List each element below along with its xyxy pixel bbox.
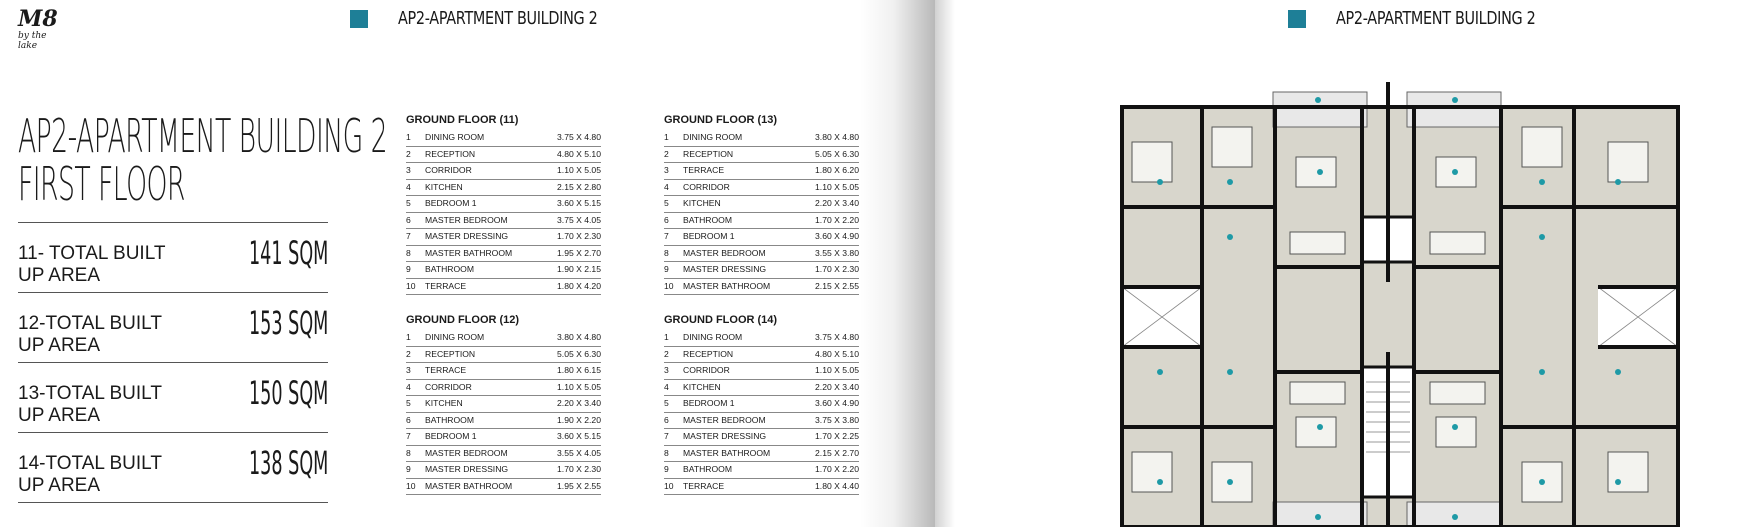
room-row [664,330,859,347]
room-table-title: GROUND FLOOR (13) [664,114,778,126]
room-number: 1 [406,332,411,342]
room-name: KITCHEN [425,181,463,192]
room-name: RECEPTION [683,348,734,359]
room-dimensions: 5.05 X 6.30 [815,148,859,159]
room-row [664,446,859,463]
room-number: 8 [664,447,669,458]
room-table-12 [406,314,601,495]
area-label: 11- TOTAL BUILT UP AREA [18,242,166,286]
room-dimensions: 1.70 X 2.30 [557,231,601,241]
room-dimensions: 3.80 X 4.80 [815,132,859,142]
room-number: 7 [406,231,411,241]
room-name: MASTER BEDROOM [425,214,508,225]
room-name: DINING ROOM [425,132,485,142]
room-name: KITCHEN [683,198,721,208]
room-name: TERRACE [425,365,467,375]
room-number: 6 [406,214,411,225]
room-table-title: GROUND FLOOR (14) [664,314,778,326]
room-row [406,163,601,180]
room-name: CORRIDOR [425,381,472,392]
room-name: MASTER DRESSING [683,431,767,441]
room-row [406,446,601,463]
room-dimensions: 3.75 X 4.80 [557,132,601,142]
room-dimensions: 3.55 X 4.05 [557,447,601,458]
room-name: MASTER BATHROOM [683,280,771,291]
room-name: CORRIDOR [425,165,472,175]
room-row [406,396,601,413]
room-name: MASTER BEDROOM [683,414,766,425]
room-number: 7 [406,431,411,441]
logo-subtext: by the lake [18,31,47,51]
room-dimensions: 2.15 X 2.55 [815,280,859,291]
room-dimensions: 2.20 X 3.40 [815,381,859,392]
room-number: 6 [664,214,669,225]
room-row [664,396,859,413]
room-number: 8 [406,247,411,258]
page-fold-shadow [860,0,935,527]
room-number: 9 [664,464,669,474]
room-dimensions: 3.75 X 3.80 [815,414,859,425]
room-name: RECEPTION [425,348,476,359]
room-name: DINING ROOM [683,332,743,342]
room-number: 2 [406,348,411,359]
room-dimensions: 1.10 X 5.05 [815,365,859,375]
left-section-header [350,8,647,29]
room-number: 6 [664,414,669,425]
room-row [664,380,859,397]
room-row [406,147,601,164]
room-name: MASTER DRESSING [683,264,767,274]
page-fold-shadow-right [935,0,955,527]
room-dimensions: 2.20 X 3.40 [557,398,601,408]
room-number: 3 [406,165,411,175]
area-label: 12-TOTAL BUILT UP AREA [18,312,162,356]
right-header-title: AP2-APARTMENT BUILDING 2 [1336,8,1536,29]
room-dimensions: 1.70 X 2.30 [557,464,601,474]
room-name: MASTER BEDROOM [425,447,508,458]
room-name: MASTER BATHROOM [425,480,513,491]
room-number: 8 [664,247,669,258]
room-row [406,196,601,213]
area-row [18,222,328,292]
room-name: CORRIDOR [683,181,730,192]
room-number: 4 [406,181,411,192]
room-name: MASTER BATHROOM [425,247,513,258]
room-number: 7 [664,231,669,241]
room-number: 9 [406,464,411,474]
room-name: BATHROOM [683,464,733,474]
room-name: BATHROOM [425,414,475,425]
bottom-left-terrace [1273,502,1367,527]
room-row [406,479,601,496]
room-dimensions: 3.75 X 4.05 [557,214,601,225]
area-label: 13-TOTAL BUILT UP AREA [18,382,162,426]
room-number: 4 [406,381,411,392]
room-name: MASTER BATHROOM [683,447,771,458]
room-number: 10 [406,280,416,291]
room-number: 2 [664,148,669,159]
room-name: BATHROOM [683,214,733,225]
room-row [406,180,601,197]
room-row [664,479,859,496]
room-number: 2 [406,148,411,159]
room-dimensions: 1.80 X 4.20 [557,280,601,291]
room-number: 5 [664,398,669,408]
page-title-line-1: AP2-APARTMENT BUILDING 2 [18,109,388,163]
room-dimensions: 2.20 X 3.40 [815,198,859,208]
room-dimensions: 1.90 X 2.15 [557,264,601,274]
area-row [18,292,328,362]
room-table-11 [406,114,601,295]
page-title [18,109,388,211]
room-row [406,363,601,380]
room-name: DINING ROOM [683,132,743,142]
room-name: MASTER DRESSING [425,231,509,241]
room-row [664,347,859,364]
room-number: 5 [664,198,669,208]
room-dimensions: 4.80 X 5.10 [815,348,859,359]
room-number: 1 [664,132,669,142]
brand-logo [18,6,66,51]
room-name: RECEPTION [683,148,734,159]
room-dimensions: 3.60 X 5.15 [557,431,601,441]
room-row [664,279,859,296]
room-name: MASTER DRESSING [425,464,509,474]
room-name: KITCHEN [683,381,721,392]
room-row [406,429,601,446]
room-name: TERRACE [425,280,467,291]
room-name: CORRIDOR [683,365,730,375]
area-summary-list [18,222,328,503]
room-name: TERRACE [683,165,725,175]
right-section-header [1288,8,1585,29]
room-dimensions: 3.60 X 5.15 [557,198,601,208]
room-number: 4 [664,181,669,192]
room-dimensions: 1.90 X 2.20 [557,414,601,425]
room-name: BEDROOM 1 [425,431,477,441]
room-row [664,147,859,164]
area-value: 141 SQM [248,233,328,272]
room-number: 10 [406,480,416,491]
room-table-title: GROUND FLOOR (12) [406,314,520,326]
area-value: 138 SQM [248,443,328,482]
room-number: 1 [406,132,411,142]
room-row [664,363,859,380]
room-dimensions: 1.10 X 5.05 [557,165,601,175]
room-dimensions: 1.70 X 2.20 [815,464,859,474]
room-number: 2 [664,348,669,359]
room-row [406,262,601,279]
area-label: 14-TOTAL BUILT UP AREA [18,452,162,496]
room-table-rows [664,330,859,495]
room-dimensions: 2.15 X 2.70 [815,447,859,458]
accent-square-icon [1288,10,1306,28]
page-title-line-2: FIRST FLOOR [18,157,185,211]
room-row [664,163,859,180]
room-name: KITCHEN [425,398,463,408]
room-row [664,196,859,213]
room-number: 3 [664,165,669,175]
room-number: 8 [406,447,411,458]
room-dimensions: 1.70 X 2.30 [815,264,859,274]
room-table-13 [664,114,859,295]
room-dimensions: 3.75 X 4.80 [815,332,859,342]
room-dimensions: 1.10 X 5.05 [815,181,859,192]
room-number: 10 [664,480,674,491]
room-dimensions: 1.80 X 6.15 [557,365,601,375]
room-dimensions: 1.10 X 5.05 [557,381,601,392]
room-row [664,229,859,246]
room-row [664,130,859,147]
room-name: BATHROOM [425,264,475,274]
room-name: BEDROOM 1 [425,198,477,208]
room-name: BEDROOM 1 [683,398,735,408]
room-row [664,262,859,279]
room-row [664,429,859,446]
room-table-rows [406,130,601,295]
area-row [18,362,328,432]
room-dimensions: 1.95 X 2.55 [557,480,601,491]
room-name: BEDROOM 1 [683,231,735,241]
room-row [406,462,601,479]
room-number: 1 [664,332,669,342]
floor-plan-drawing [1110,82,1690,527]
room-dimensions: 1.70 X 2.25 [815,431,859,441]
area-row [18,432,328,503]
room-number: 3 [664,365,669,375]
room-row [406,413,601,430]
room-number: 6 [406,414,411,425]
logo-mark: M8 [18,6,58,32]
room-number: 5 [406,398,411,408]
room-number: 9 [664,264,669,274]
room-row [664,246,859,263]
room-dimensions: 1.70 X 2.20 [815,214,859,225]
room-row [406,279,601,296]
room-row [664,413,859,430]
room-table-rows [406,330,601,495]
room-row [664,180,859,197]
room-dimensions: 2.15 X 2.80 [557,181,601,192]
room-name: RECEPTION [425,148,476,159]
room-table-title: GROUND FLOOR (11) [406,114,519,126]
room-row [664,213,859,230]
room-row [406,347,601,364]
room-dimensions: 1.80 X 4.40 [815,480,859,491]
room-dimensions: 1.80 X 6.20 [815,165,859,175]
room-name: MASTER BEDROOM [683,247,766,258]
room-dimensions: 3.80 X 4.80 [557,332,601,342]
room-dimensions: 5.05 X 6.30 [557,348,601,359]
room-row [406,130,601,147]
room-row [406,380,601,397]
room-table-14 [664,314,859,495]
room-dimensions: 3.55 X 3.80 [815,247,859,258]
room-name: DINING ROOM [425,332,485,342]
room-row [406,229,601,246]
room-number: 3 [406,365,411,375]
left-header-title: AP2-APARTMENT BUILDING 2 [398,8,598,29]
room-dimensions: 3.60 X 4.90 [815,398,859,408]
room-number: 9 [406,264,411,274]
room-dimensions: 4.80 X 5.10 [557,148,601,159]
room-row [406,246,601,263]
room-number: 4 [664,381,669,392]
accent-square-icon [350,10,368,28]
room-row [664,462,859,479]
room-number: 5 [406,198,411,208]
room-dimensions: 3.60 X 4.90 [815,231,859,241]
room-dimensions: 1.95 X 2.70 [557,247,601,258]
room-number: 7 [664,431,669,441]
room-number: 10 [664,280,674,291]
top-left-terrace [1273,92,1367,127]
room-table-rows [664,130,859,295]
area-value: 150 SQM [248,373,328,412]
area-value: 153 SQM [248,303,328,342]
room-row [406,213,601,230]
room-name: TERRACE [683,480,725,491]
room-row [406,330,601,347]
